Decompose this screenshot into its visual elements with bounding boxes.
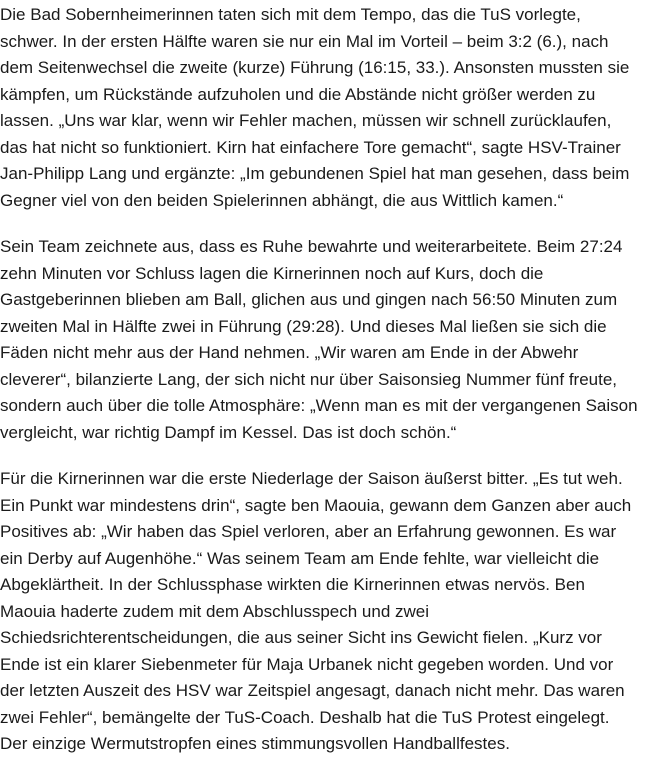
text-line: Gastgeberinnen blieben am Ball, glichen aus und gingen nach 56:50 Minuten zum bbox=[0, 290, 618, 309]
text-line: Die Bad Sobernheimerinnen taten sich mit dem Tempo, das die TuS vorlegte, bbox=[0, 5, 581, 24]
text-line: Schiedsrichterentscheidungen, die aus seiner Sicht ins Gewicht fielen. „Kurz vor bbox=[0, 628, 602, 647]
text-line: dem Seitenwechsel die zweite (kurze) Führung (16:15, 33.). Ansonsten mussten sie bbox=[0, 58, 630, 77]
text-line: schwer. In der ersten Hälfte waren sie nur ein Mal im Vorteil – beim 3:2 (6.), nach bbox=[0, 31, 609, 51]
text-line: Gegner viel von den beiden Spielerinnen abhängt, die aus Wittlich kamen.“ bbox=[0, 190, 564, 210]
text-line: Ein Punkt war mindestens drin“, sagte ben Maouia, gewann dem Ganzen aber auch bbox=[0, 495, 632, 515]
text-line: Abgeklärtheit. In der Schlussphase wirkten die Kirnerinnen etwas nervös. Ben bbox=[0, 575, 585, 594]
text-line: Fäden nicht mehr aus der Hand nehmen. „Wir waren am Ende in der Abwehr bbox=[0, 343, 579, 362]
text-line: sondern auch über die tolle Atmosphäre: „Wenn man es mit der vergangenen Saison bbox=[0, 396, 638, 415]
text-line: Positives ab: „Wir haben das Spiel verloren, aber an Erfahrung gewonnen. Es war bbox=[0, 522, 617, 541]
text-line: Maouia haderte zudem mit dem Abschlusspech und zwei bbox=[0, 601, 430, 621]
text-line: das hat nicht so funktioniert. Kirn hat einfachere Tore gemacht“, sagte HSV-Trainer bbox=[0, 137, 621, 157]
text-line: Für die Kirnerinnen war die erste Niederlage der Saison äußerst bitter. „Es tut weh. bbox=[0, 469, 623, 488]
text-line: cleverer“, bilanzierte Lang, der sich nicht nur über Saisonsieg Nummer fünf freute, bbox=[0, 369, 618, 389]
text-line: Der einzige Wermutstropfen eines stimmungsvollen Handballfestes. bbox=[0, 734, 510, 753]
text-line: ein Derby auf Augenhöhe.“ Was seinem Team am Ende fehlte, war vielleicht die bbox=[0, 548, 600, 568]
article-paragraph bbox=[0, 234, 661, 446]
text-line: Sein Team zeichnete aus, dass es Ruhe bewahrte und weiterarbeitete. Beim 27:24 bbox=[0, 237, 623, 256]
text-line: Ende ist ein klarer Siebenmeter für Maja Urbanek nicht gegeben worden. Und vor bbox=[0, 654, 614, 674]
text-line: vergleicht, war richtig Dampf im Kessel. Das ist doch schön.“ bbox=[0, 422, 457, 442]
article-paragraph bbox=[0, 466, 661, 758]
text-line: zwei Fehler“, bemängelte der TuS-Coach. Deshalb hat die TuS Protest eingelegt. bbox=[0, 707, 610, 727]
text-line: Jan-Philipp Lang und ergänzte: „Im gebundenen Spiel hat man gesehen, dass beim bbox=[0, 164, 630, 183]
text-line: zweiten Mal in Hälfte zwei in Führung (29:28). Und dieses Mal ließen sie sich die bbox=[0, 316, 607, 336]
text-line: lassen. „Uns war klar, wenn wir Fehler machen, müssen wir schnell zurücklaufen, bbox=[0, 111, 612, 130]
text-line: der letzten Auszeit des HSV war Zeitspiel angesagt, danach nicht mehr. Das waren bbox=[0, 681, 625, 700]
article-paragraph bbox=[0, 2, 661, 214]
text-line: kämpfen, um Rückstände aufzuholen und die Abstände nicht größer werden zu bbox=[0, 84, 596, 104]
text-line: zehn Minuten vor Schluss lagen die Kirnerinnen noch auf Kurs, doch die bbox=[0, 263, 544, 283]
